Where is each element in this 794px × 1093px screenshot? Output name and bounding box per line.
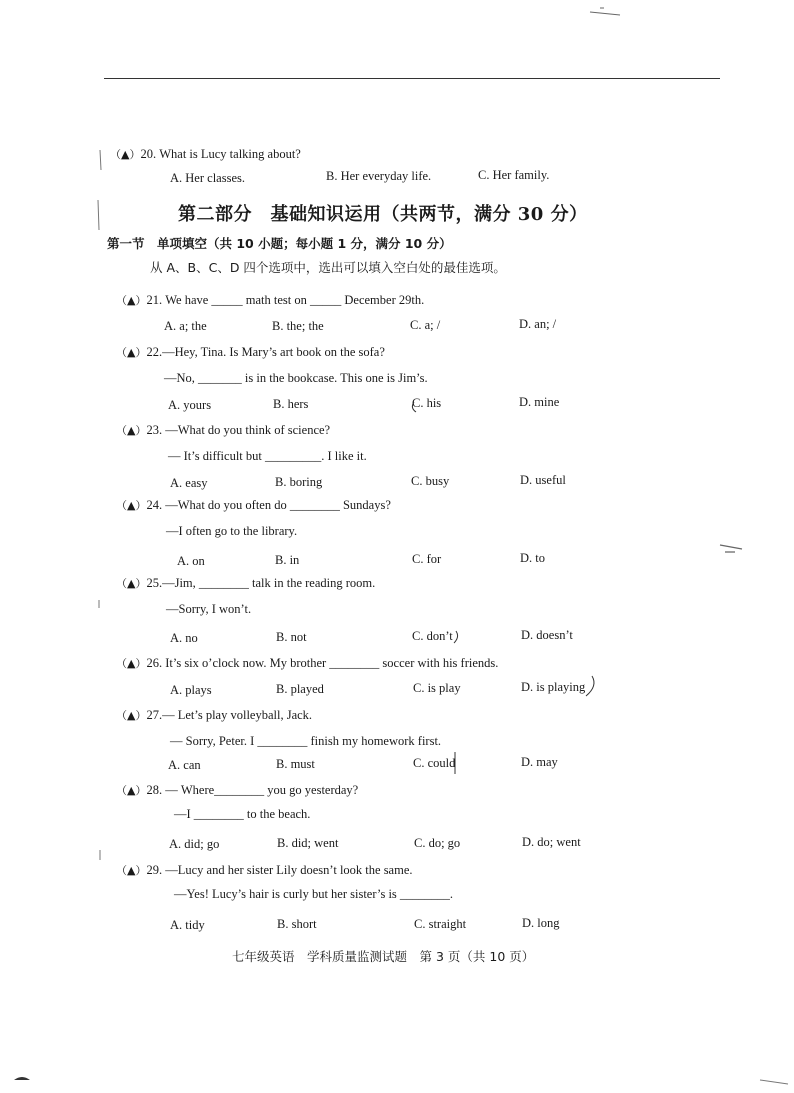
option: A. no bbox=[170, 631, 198, 645]
option: C. could bbox=[413, 756, 456, 770]
question-line: — Sorry, Peter. I ________ finish my homework first. bbox=[170, 734, 442, 748]
option: C. his bbox=[412, 396, 442, 410]
option: A. yours bbox=[168, 398, 212, 412]
option: D. may bbox=[521, 755, 558, 769]
option: C. busy bbox=[411, 474, 450, 488]
question-25-stem: （▲）25.—Jim, ________ talk in the reading room. bbox=[116, 576, 376, 590]
question-line: —I ________ to the beach. bbox=[174, 807, 311, 821]
option: D. long bbox=[522, 916, 560, 930]
option: A. on bbox=[177, 554, 205, 568]
page-footer: 七年级英语 学科质量监测试题 第 3 页（共 10 页） bbox=[232, 949, 535, 964]
option: B. not bbox=[276, 630, 307, 644]
instruction: 从 A、B、C、D 四个选项中，选出可以填入空白处的最佳选项。 bbox=[150, 260, 506, 275]
option: B. the; the bbox=[272, 319, 324, 333]
question-29-stem: （▲）29. —Lucy and her sister Lily doesn’t look the same. bbox=[116, 863, 413, 877]
option: A. plays bbox=[170, 683, 212, 697]
option: B. must bbox=[276, 757, 315, 771]
question-21-stem: （▲）21. We have _____ math test on _____ December 29th. bbox=[116, 293, 425, 307]
option: B. played bbox=[276, 682, 324, 696]
question-20-stem: （▲）20. What is Lucy talking about? bbox=[110, 147, 301, 161]
question-line: —No, _______ is in the bookcase. This one is Jim’s. bbox=[164, 371, 428, 385]
option: B. did; went bbox=[277, 836, 339, 850]
option: B. boring bbox=[275, 475, 323, 489]
option: A. Her classes. bbox=[170, 171, 245, 185]
part-title: 第二部分 基础知识运用（共两节，满分 30 分） bbox=[178, 204, 588, 225]
option: D. doesn’t bbox=[521, 628, 573, 642]
question-28-stem: （▲）28. — Where________ you go yesterday? bbox=[116, 783, 359, 797]
option: C. straight bbox=[414, 917, 467, 931]
option: D. to bbox=[520, 551, 545, 565]
option: A. easy bbox=[170, 476, 208, 490]
option: B. short bbox=[277, 917, 317, 931]
question-line: —Yes! Lucy’s hair is curly but her sister’s is ________. bbox=[174, 887, 454, 901]
option: D. mine bbox=[519, 395, 560, 409]
option: C. is play bbox=[413, 681, 461, 695]
option: B. Her everyday life. bbox=[326, 169, 432, 183]
question-23-stem: （▲）23. —What do you think of science? bbox=[116, 423, 331, 437]
question-line: —Sorry, I won’t. bbox=[166, 602, 252, 616]
option: C. Her family. bbox=[478, 168, 550, 182]
option: C. for bbox=[412, 552, 442, 566]
question-line: —I often go to the library. bbox=[166, 524, 298, 538]
option: D. useful bbox=[520, 473, 566, 487]
question-27-stem: （▲）27.— Let’s play volleyball, Jack. bbox=[116, 708, 313, 722]
question-26-stem: （▲）26. It’s six o’clock now. My brother ________ soccer with his friends. bbox=[116, 656, 499, 670]
option: D. do; went bbox=[522, 835, 581, 849]
section-title: 第一节 单项填空（共 10 小题；每小题 1 分，满分 10 分） bbox=[107, 236, 452, 251]
question-24-stem: （▲）24. —What do you often do ________ Sundays? bbox=[116, 498, 391, 512]
question-22-stem: （▲）22.—Hey, Tina. Is Mary’s art book on the sofa? bbox=[116, 345, 385, 359]
option: B. in bbox=[275, 553, 300, 567]
option: A. did; go bbox=[169, 837, 220, 851]
option: D. an; / bbox=[519, 317, 557, 331]
option: D. is playing bbox=[521, 680, 586, 694]
option: A. tidy bbox=[170, 918, 205, 932]
option: C. don’t bbox=[412, 629, 453, 643]
option: C. do; go bbox=[414, 836, 461, 850]
option: B. hers bbox=[273, 397, 309, 411]
option: C. a; / bbox=[410, 318, 441, 332]
option: A. a; the bbox=[164, 319, 207, 333]
option: A. can bbox=[168, 758, 201, 772]
question-line: — It’s difficult but _________. I like it. bbox=[168, 449, 367, 463]
